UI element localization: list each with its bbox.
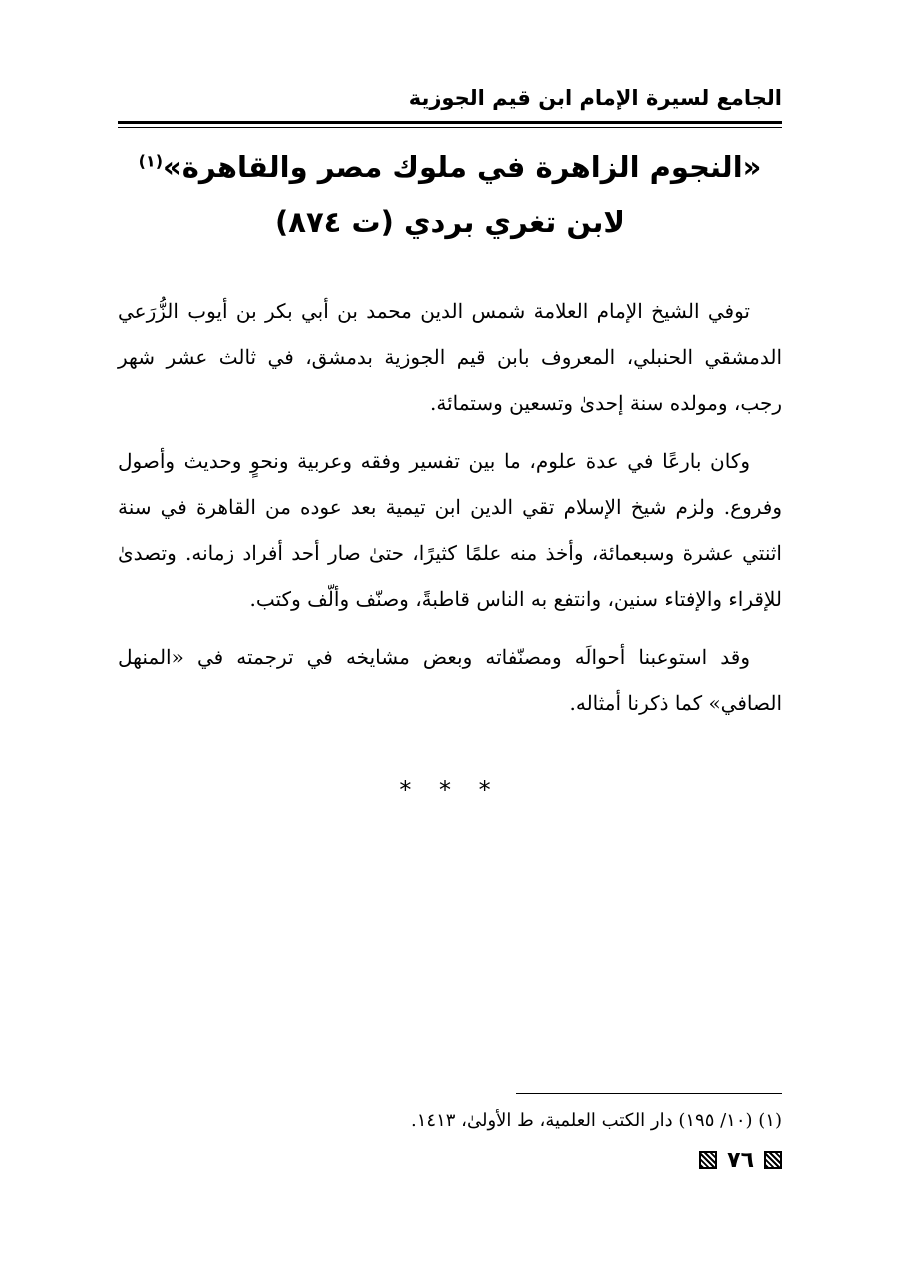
section-title-text: «النجوم الزاهرة في ملوك مصر والقاهرة»	[163, 150, 762, 184]
paragraph: وكان بارعًا في عدة علوم، ما بين تفسير وفقه وعربية ونحوٍ وحديث وأصول وفروع. ولزم شيخ الإسلام تقي الدين ابن تيمية بعد عوده من القاهرة في سنة اثنتي عشرة وسبعمائة، وأخذ منه علمًا كثيرًا، حتىٰ صار أحد أفراد زمانه. وتصدىٰ للإقراء والإفتاء سنين، وانتفع به الناس قاطبةً، وصنّف وألّف وكتب.	[118, 449, 782, 611]
paragraph: توفي الشيخ الإمام العلامة شمس الدين محمد بن أبي بكر بن أيوب الزُّرَعي الدمشقي الحنبلي، المعروف بابن قيم الجوزية بدمشق، في ثالث عشر شهر رجب، ومولده سنة إحدىٰ وتسعين وستمائة.	[118, 299, 782, 415]
ornament-icon	[764, 1151, 782, 1169]
paragraph: وقد استوعبنا أحوالَه ومصنّفاته وبعض مشايخه في ترجمته في «المنهل الصافي» كما ذكرنا أمثاله.	[118, 645, 782, 715]
footnote-marker: (١)	[138, 151, 163, 171]
section-separator: * * *	[399, 776, 501, 804]
header-rule-thin	[118, 127, 782, 128]
footnote: (١) (١٠/ ١٩٥) دار الكتب العلمية، ط الأولىٰ، ١٤١٣.	[411, 1110, 782, 1131]
page-number: ٧٦	[727, 1147, 754, 1173]
footnote-rule	[516, 1093, 782, 1094]
section-subtitle: لابن تغري بردي (ت ٨٧٤)	[274, 205, 625, 239]
page-number-row	[699, 1145, 782, 1175]
header-rule-thick	[118, 121, 782, 124]
running-header: الجامع لسيرة الإمام ابن قيم الجوزية	[408, 86, 782, 110]
body-text	[118, 288, 782, 738]
section-title	[118, 150, 782, 184]
ornament-icon	[699, 1151, 717, 1169]
